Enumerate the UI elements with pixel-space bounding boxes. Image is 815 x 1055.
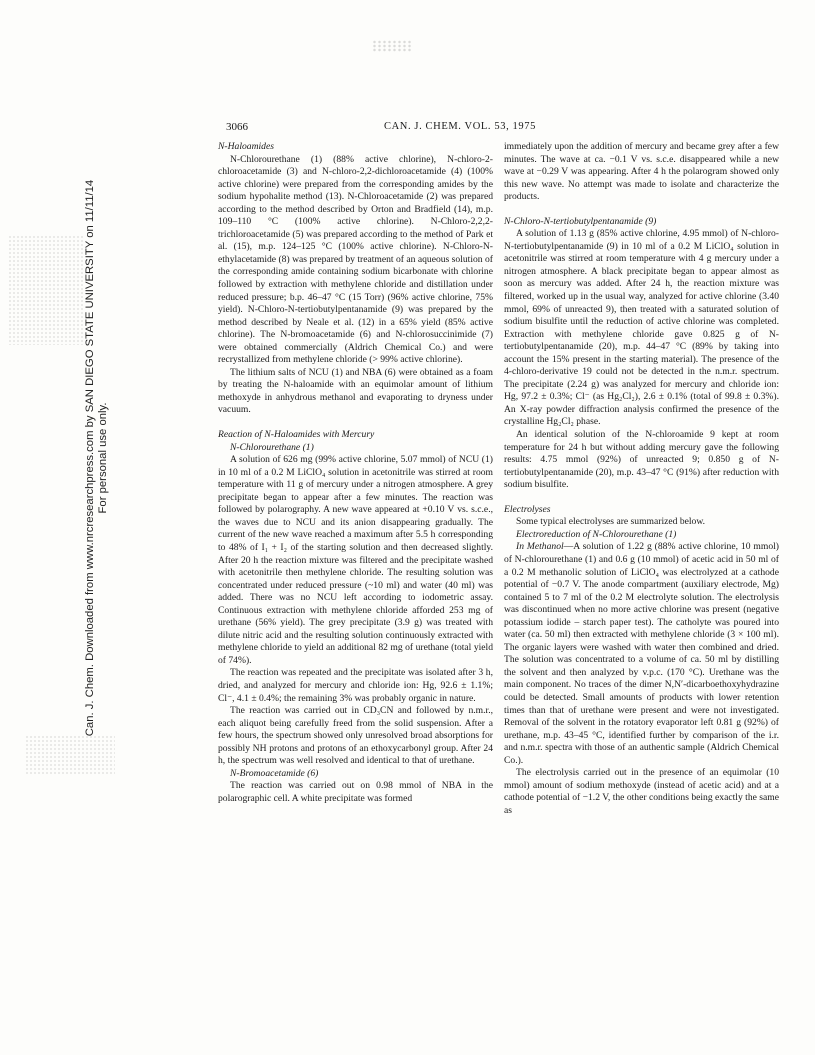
paragraph: The reaction was repeated and the precipitate was isolated after 3 h, dried, and analyzed for mercury and chloride ion: Hg, 92.6 ± 1.1%; Cl⁻, 4.1 ± 0.4%; the remaining 3% was probably organic in nature. (218, 667, 493, 704)
paragraph: The reaction was carried out in CD₃CN and followed by n.m.r., each aliquot being carefully freed from the solid suspension. After a few hours, the spectrum showed only unresolved broad absorptions for possibly NH protons and protons of an ethoxycarbonyl group. After 24 h, the spectrum was well resolved and identical to that of urethane. (218, 705, 493, 767)
paragraph: immediately upon the addition of mercury and became grey after a few minutes. The wave at ca. −0.1 V vs. s.c.e. disappeared while a new wave at −0.29 V was appearing. After 4 h the polarogram showed only this new wave. No attempt was made to isolate and characterize the products. (504, 141, 779, 203)
subsection-heading: N-Bromoacetamide (6) (230, 767, 319, 779)
paragraph: N-Chlorourethane (1) (88% active chlorine), N-chloro-2-chloroacetamide (3) and N-chloro-2,2-dichloroacetamide (4) (100% active chlorine) were prepared from the corresponding amides by the sodium hypohalite method (13). N-Chloroacetamide (2) was prepared according to the method described by Orton and Bradfield (14), m.p. 109–110 °C (100% active chlorine). N-Chloro-2,2,2-trichloroacetamide (5) was prepared according to the method of Park et al. (15), m.p. 124–125 °C (100% active chlorine). N-Chloro-N-ethylacetamide (8) was prepared by treatment of an aqueous solution of the corresponding amide containing sodium bicarbonate with chlorine followed by extraction with methylene chloride and distillation under reduced pressure; b.p. 46–47 °C (15 Torr) (96% active chlorine, 75% yield). N-Chloro-N-tertiobutylpentanamide (9) was prepared by the method described by Neale et al. (12) in a 65% yield (85% active chlorine). The N-bromoacetamide (6) and N-chlorosuccinimide (7) were obtained commercially (Aldrich Chemical Co.) and were recrystallized from methylene chloride (> 99% active chlorine). (218, 153, 493, 366)
paragraph: The reaction was carried out on 0.98 mmol of NBA in the polarographic cell. A white precipitate was formed (218, 780, 493, 804)
subsection-heading: N-Chlorourethane (1) (230, 441, 314, 453)
paragraph: An identical solution of the N-chloroamide 9 kept at room temperature for 24 h but without adding mercury gave the following results: 4.75 mmol (92%) of unreacted 9; 0.850 g of N-tertiobutylpentanamide (20), m.p. 43–47 °C (91%) after reduction with sodium bisulfite. (504, 429, 779, 491)
left-column (218, 141, 493, 805)
watermark-line-2: For personal use only. (97, 402, 109, 514)
paragraph-body: —A solution of 1.22 g (88% active chlorine, 10 mmol) of N-chlorourethane (1) and 0.6 g (10 mmol) of acetic acid in 50 ml of a 0.2 M methanolic solution of LiClO₄ was electrolyzed at a cathode potential of −0.7 V. The anode compartment (auxiliary electrode, Mg) contained 5 to 7 ml of the 0.2 M electrolyte solution. The electrolysis was discontinued when no more active chlorine was present (negative potassium iodide – starch paper test). The catholyte was poured into water (ca. 50 ml) then extracted with methylene chloride (3 × 100 ml). The organic layers were washed with water then combined and dried. The solution was concentrated to a volume of ca. 50 ml by distilling the solvent and then analyzed by v.p.c. (170 °C). Urethane was the main component. No traces of the dimer N,N′-dicarboethoxyhydrazine could be detected. Small amounts of products with lower retention times than that of urethane were present and were not investigated. Removal of the solvent in the rotatory evaporator left 0.81 g (92%) of urethane, m.p. 43–45 °C, identified further by comparison of the i.r. and n.m.r. spectra with those of an authentic sample (Aldrich Chemical Co.). (504, 541, 779, 766)
paragraph: The electrolysis carried out in the presence of an equimolar (10 mmol) amount of sodium methoxyde (instead of acetic acid) and at a cathode potential of −1.2 V, the other conditions being exactly the same as (504, 767, 779, 816)
watermark-line-1: Can. J. Chem. Downloaded from www.nrcresearchpress.com by SAN DIEGO STATE UNIVERSITY on 11/11/14 (84, 179, 96, 737)
page-number: 3066 (226, 121, 248, 133)
download-watermark (84, 178, 110, 738)
section-heading: Reaction of N-Haloamides with Mercury (218, 429, 375, 441)
scan-stain (25, 735, 115, 775)
paragraph: A solution of 1.13 g (85% active chlorine, 4.95 mmol) of N-chloro-N-tertiobutylpentanamide (9) in 10 ml of a 0.2 M LiClO₄ solution in acetonitrile was stirred at room temperature with 4 g mercury under a nitrogen atmosphere. A black precipitate began to appear almost as soon as mercury was added. After 24 h, the reaction mixture was filtered, worked up in the usual way, analyzed for active chlorine (3.40 mmol, 69% of unreacted 9), then treated with a saturated solution of sodium bisulfite until the reduction of active chlorine was completed. Extraction with methylene chloride gave 0.825 g of N-tertiobutylpentanamide (20), m.p. 44–47 °C (89% by taking into account the 15% present in the starting material). The presence of the 4-chloro-derivative 19 could not be detected in the n.m.r. spectrum. The precipitate (2.24 g) was analyzed for mercury and chloride ion: Hg, 97.2 ± 0.3%; Cl⁻ (as Hg₂Cl₂), 2.6 ± 0.1% (total of 99.8 ± 0.3%). An X-ray powder diffraction analysis confirmed the presence of the crystalline Hg₂Cl₂ phase. (504, 228, 779, 428)
section-heading: N-Haloamides (218, 141, 274, 152)
paragraph: The lithium salts of NCU (1) and NBA (6) were obtained as a foam by treating the N-haloamide with an equimolar amount of lithium methoxyde in anhydrous methanol and evaporating to dryness under vacuum. (218, 366, 493, 416)
subsection-heading: Electroreduction of N-Chlorourethane (1) (516, 528, 677, 540)
section-heading: Electrolyses (504, 503, 551, 515)
paragraph: Some typical electrolyses are summarized below. (516, 516, 706, 528)
scan-speckle (372, 40, 412, 52)
paragraph-lead: In Methanol (516, 541, 564, 553)
running-head: CAN. J. CHEM. VOL. 53, 1975 (384, 121, 536, 132)
section-heading: N-Chloro-N-tertiobutylpentanamide (9) (504, 215, 657, 227)
scan-stain (8, 235, 83, 345)
right-column (504, 141, 779, 817)
paragraph (504, 541, 779, 767)
paragraph: A solution of 626 mg (99% active chlorine, 5.07 mmol) of NCU (1) in 10 ml of a 0.2 M LiClO₄ solution in acetonitrile was stirred at room temperature with 11 g of mercury under a nitrogen atmosphere. A grey precipitate began to appear after a few minutes. The reaction was followed by polarography. A new wave appeared at +0.10 V vs. s.c.e., the waves due to NCU and its anion disappearing gradually. The current of the new wave reached a maximum after 5.5 h corresponding to 48% of I₁ + I₂ of the starting solution and then decreased slightly. After 20 h the reaction mixture was filtered and the precipitate washed with acetonitrile then methylene chloride. The resulting solution was concentrated under reduced pressure (~10 ml) and water (40 ml) was added. There was no NCU left according to iodometric assay. Continuous extraction with methylene chloride afforded 253 mg of urethane (56% yield). The grey precipitate (3.9 g) was treated with dilute nitric acid and the resulting solution continuously extracted with methylene chloride to yield an additional 82 mg of urethane (total yield of 74%). (218, 454, 493, 666)
